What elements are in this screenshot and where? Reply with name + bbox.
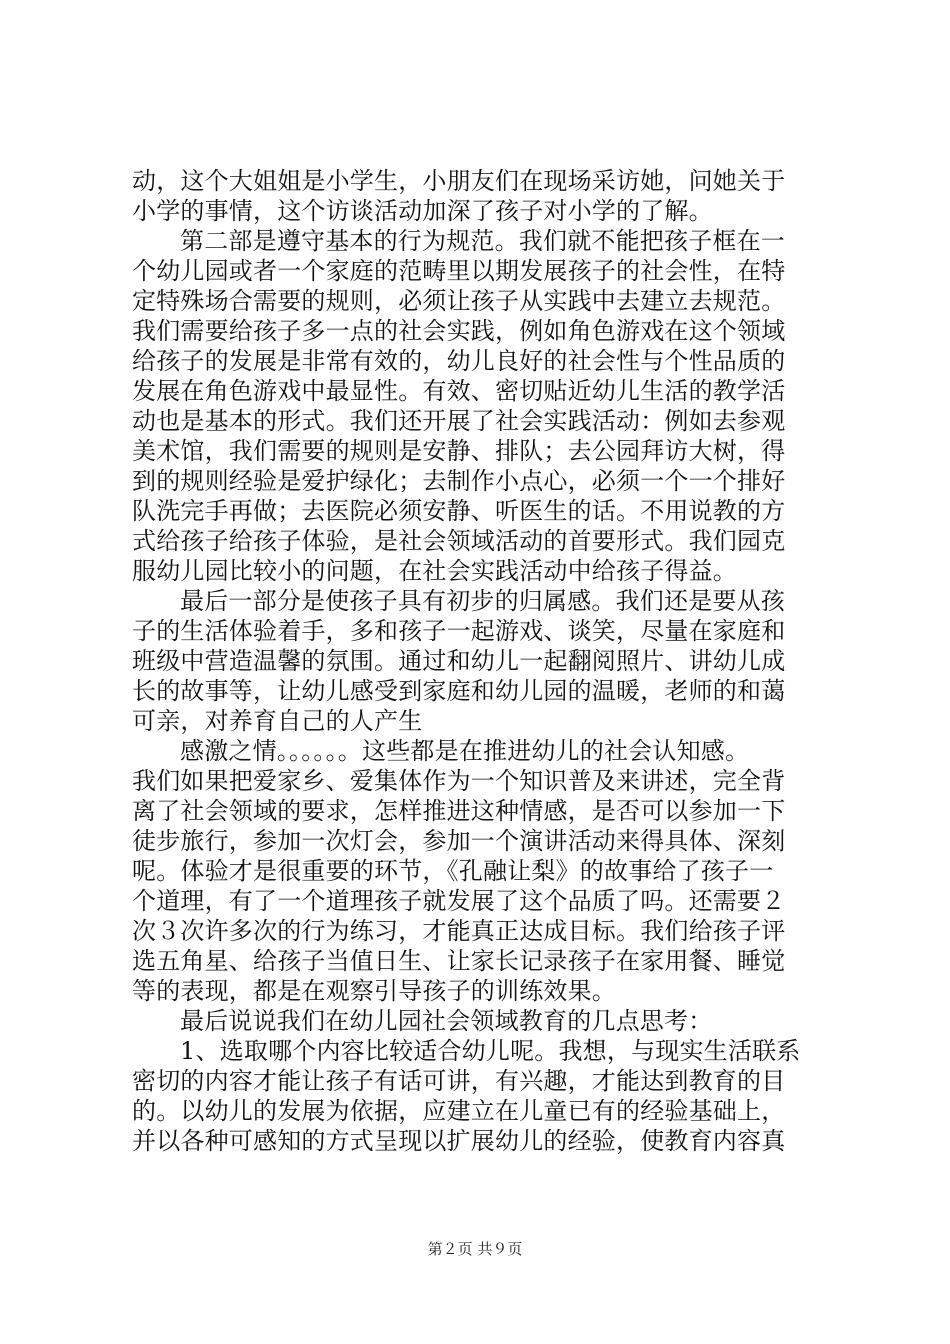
text-line: 个幼儿园或者一个家庭的范畴里以期发展孩子的社会性，在特 [132,257,786,285]
text-line: 服幼儿园比较小的问题，在社会实践活动中给孩子得益。 [132,557,737,585]
text-line: 我们如果把爱家乡、爱集体作为一个知识普及来讲述，完全背 [132,767,786,795]
text-line: 第二部是遵守基本的行为规范。我们就不能把孩子框在一 [180,227,785,255]
text-line: 动也是基本的形式。我们还开展了社会实践活动：例如去参观 [132,407,786,435]
body-text [132,166,832,1156]
text-line: 徒步旅行，参加一次灯会，参加一个演讲活动来得具体、深刻 [132,827,786,855]
text-line: 个道理，有了一个道理孩子就发展了这个品质了吗。还需要２ [132,887,786,915]
text-line: 密切的内容才能让孩子有话可讲，有兴趣，才能达到教育的目 [132,1067,786,1095]
text-line: 子的生活体验着手，多和孩子一起游戏、谈笑，尽量在家庭和 [132,617,786,645]
text-line: 动，这个大姐姐是小学生，小朋友们在现场采访她，问她关于 [132,167,786,195]
text-line: 队洗完手再做；去医院必须安静、听医生的话。不用说教的方 [132,497,786,525]
text-line: 最后说说我们在幼儿园社会领域教育的几点思考： [180,1007,713,1035]
text-line: 给孩子的发展是非常有效的，幼儿良好的社会性与个性品质的 [132,347,786,375]
text-line: 选五角星、给孩子当值日生、让家长记录孩子在家用餐、睡觉 [132,947,786,975]
text-line: 长的故事等，让幼儿感受到家庭和幼儿园的温暖，老师的和蔼 [132,677,786,705]
text-line: 美术馆，我们需要的规则是安静、排队；去公园拜访大树，得 [132,437,786,465]
text-line: 到的规则经验是爱护绿化；去制作小点心，必须一个一个排好 [132,467,786,495]
text-line: 等的表现，都是在观察引导孩子的训练效果。 [132,977,616,1005]
page-number-footer: 第２页 共９页 [427,1240,523,1258]
text-line: 班级中营造温馨的氛围。通过和幼儿一起翻阅照片、讲幼儿成 [132,647,786,675]
text-line: 的。以幼儿的发展为依据，应建立在儿童已有的经验基础上， [132,1097,786,1125]
text-line: 小学的事情，这个访谈活动加深了孩子对小学的了解。 [132,197,713,225]
text-line: 1、选取哪个内容比较适合幼儿呢。我想，与现实生活联系 [180,1037,801,1065]
text-line: 感激之情。。。。。。这些都是在推进幼儿的社会认知感。 [180,737,750,765]
text-line: 最后一部分是使孩子具有初步的归属感。我们还是要从孩 [180,587,785,615]
text-line: 我们需要给孩子多一点的社会实践，例如角色游戏在这个领域 [132,317,786,345]
text-line: 定特殊场合需要的规则，必须让孩子从实践中去建立去规范。 [132,287,786,315]
text-line: 发展在角色游戏中最显性。有效、密切贴近幼儿生活的教学活 [132,377,786,405]
text-line: 式给孩子给孩子体验，是社会领域活动的首要形式。我们园克 [132,527,786,555]
text-line: 离了社会领域的要求，怎样推进这种情感，是否可以参加一下 [132,797,786,825]
text-line: 呢。体验才是很重要的环节，《孔融让梨》的故事给了孩子一 [132,857,774,885]
text-line: 次３次许多次的行为练习，才能真正达成目标。我们给孩子评 [132,917,786,945]
text-line: 可亲，对养育自己的人产生 [132,707,423,735]
text-line: 并以各种可感知的方式呈现以扩展幼儿的经验，使教育内容真 [132,1127,786,1155]
